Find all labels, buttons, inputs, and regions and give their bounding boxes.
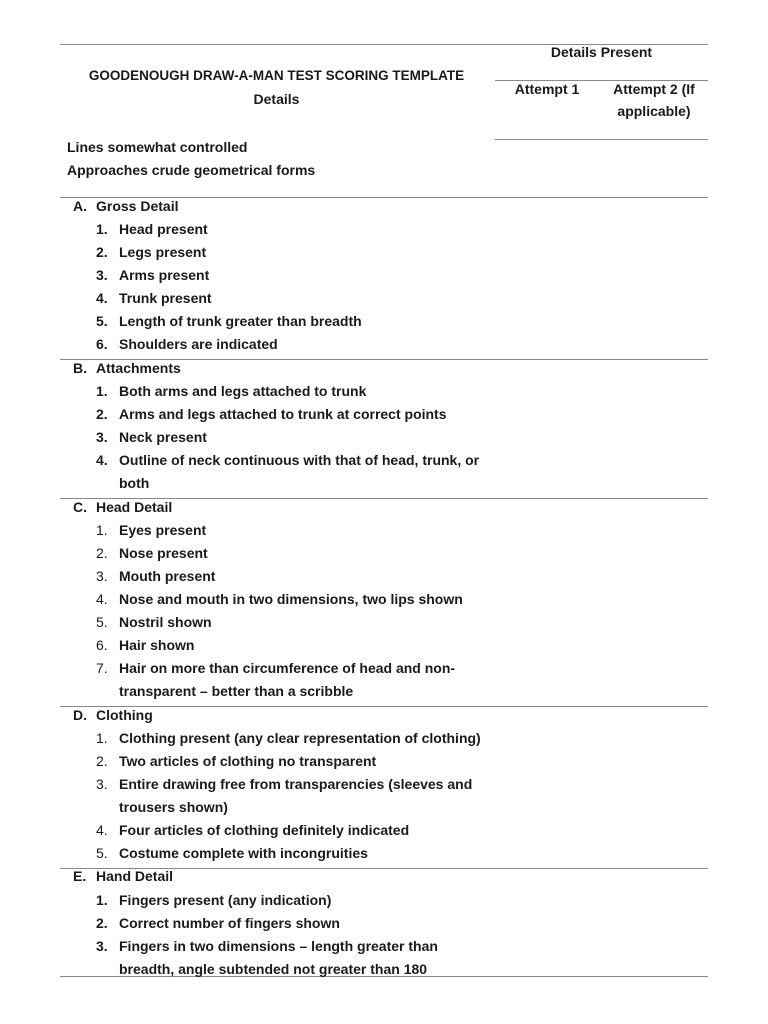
item-number: 7. [96, 660, 108, 676]
section-d-heading [0, 706, 768, 729]
section-title: Hand Detail [96, 868, 174, 884]
list-item [0, 613, 768, 636]
item-text: Head present [119, 221, 208, 237]
item-text: Correct number of fingers shown [119, 915, 340, 931]
details-column-label: Details [253, 91, 300, 107]
attempts-bottom-rule [495, 139, 708, 140]
item-text-continued: trousers shown) [119, 799, 228, 815]
item-number: 1. [96, 892, 108, 908]
section-b-heading [0, 359, 768, 382]
item-text: Entire drawing free from transparencies (sleeves and [119, 776, 473, 792]
list-item [0, 335, 768, 358]
item-number: 2. [96, 244, 108, 260]
item-text: Two articles of clothing no transparent [119, 753, 377, 769]
list-item [0, 544, 768, 567]
list-item-continuation [0, 798, 768, 821]
item-text: Nose present [119, 545, 208, 561]
list-item [0, 243, 768, 266]
item-number: 6. [96, 637, 108, 653]
item-text-continued: transparent – better than a scribble [119, 683, 354, 699]
item-number: 3. [96, 429, 108, 445]
attempt-1-label: Attempt 1 [514, 81, 580, 97]
item-text: Mouth present [119, 568, 216, 584]
list-item [0, 844, 768, 867]
item-number: 3. [96, 267, 108, 283]
item-number: 5. [96, 614, 108, 630]
item-text: Hair shown [119, 637, 195, 653]
section-title: Clothing [96, 707, 153, 723]
attempt-2-label-line2: applicable) [617, 103, 691, 119]
item-text: Nose and mouth in two dimensions, two lips shown [119, 591, 463, 607]
item-text: Neck present [119, 429, 207, 445]
details-present-label: Details Present [550, 44, 653, 60]
item-number: 4. [96, 822, 108, 838]
item-text: Shoulders are indicated [119, 336, 278, 352]
list-item [0, 312, 768, 335]
list-item [0, 428, 768, 451]
list-item [0, 567, 768, 590]
list-item [0, 659, 768, 682]
section-letter: A. [73, 198, 87, 214]
list-item [0, 405, 768, 428]
item-text: Eyes present [119, 522, 207, 538]
item-number: 1. [96, 730, 108, 746]
item-text: Four articles of clothing definitely indicated [119, 822, 410, 838]
list-item-continuation [0, 682, 768, 705]
section-e-heading [0, 867, 768, 890]
list-item-continuation [0, 960, 768, 983]
item-number: 2. [96, 915, 108, 931]
item-number: 3. [96, 568, 108, 584]
item-number: 5. [96, 313, 108, 329]
list-item [0, 220, 768, 243]
section-letter: C. [73, 499, 87, 515]
list-item [0, 729, 768, 752]
item-number: 1. [96, 383, 108, 399]
item-text: Hair on more than circumference of head and non- [119, 660, 456, 676]
item-text: Outline of neck continuous with that of head, trunk, or [119, 452, 480, 468]
intro-line-2: Approaches crude geometrical forms [67, 162, 316, 178]
item-text: Clothing present (any clear representation of clothing) [119, 730, 481, 746]
template-title: GOODENOUGH DRAW-A-MAN TEST SCORING TEMPLATE [88, 68, 465, 83]
item-number: 3. [96, 776, 108, 792]
item-text: Trunk present [119, 290, 212, 306]
item-number: 5. [96, 845, 108, 861]
list-item [0, 937, 768, 960]
section-letter: E. [73, 868, 87, 884]
list-item [0, 451, 768, 474]
section-title: Gross Detail [96, 198, 179, 214]
item-number: 1. [96, 522, 108, 538]
item-text-continued: both [119, 475, 150, 491]
intro-line-1: Lines somewhat controlled [67, 139, 248, 155]
item-number: 2. [96, 545, 108, 561]
list-item [0, 636, 768, 659]
list-item [0, 821, 768, 844]
item-text: Fingers in two dimensions – length greater than [119, 938, 438, 954]
item-text: Nostril shown [119, 614, 212, 630]
item-number: 6. [96, 336, 108, 352]
section-title: Attachments [96, 360, 181, 376]
list-item [0, 752, 768, 775]
item-number: 4. [96, 290, 108, 306]
list-item [0, 775, 768, 798]
section-a-heading [0, 197, 768, 220]
item-text: Both arms and legs attached to trunk [119, 383, 367, 399]
item-number: 4. [96, 591, 108, 607]
item-text: Arms present [119, 267, 210, 283]
section-title: Head Detail [96, 499, 173, 515]
item-number: 2. [96, 406, 108, 422]
list-item [0, 590, 768, 613]
list-item [0, 289, 768, 312]
attempt-2-label-line1: Attempt 2 (If [613, 81, 695, 97]
item-text-continued: breadth, angle subtended not greater than 180 [119, 961, 428, 977]
item-text: Legs present [119, 244, 207, 260]
list-item [0, 382, 768, 405]
item-number: 4. [96, 452, 108, 468]
list-item [0, 891, 768, 914]
section-c-heading [0, 498, 768, 521]
item-text: Costume complete with incongruities [119, 845, 368, 861]
item-text: Length of trunk greater than breadth [119, 313, 362, 329]
item-text: Arms and legs attached to trunk at correct points [119, 406, 447, 422]
list-item-continuation [0, 474, 768, 497]
item-text: Fingers present (any indication) [119, 892, 332, 908]
section-letter: B. [73, 360, 87, 376]
list-item [0, 914, 768, 937]
list-item [0, 521, 768, 544]
item-number: 3. [96, 938, 108, 954]
item-number: 2. [96, 753, 108, 769]
list-item [0, 266, 768, 289]
section-letter: D. [73, 707, 87, 723]
item-number: 1. [96, 221, 108, 237]
